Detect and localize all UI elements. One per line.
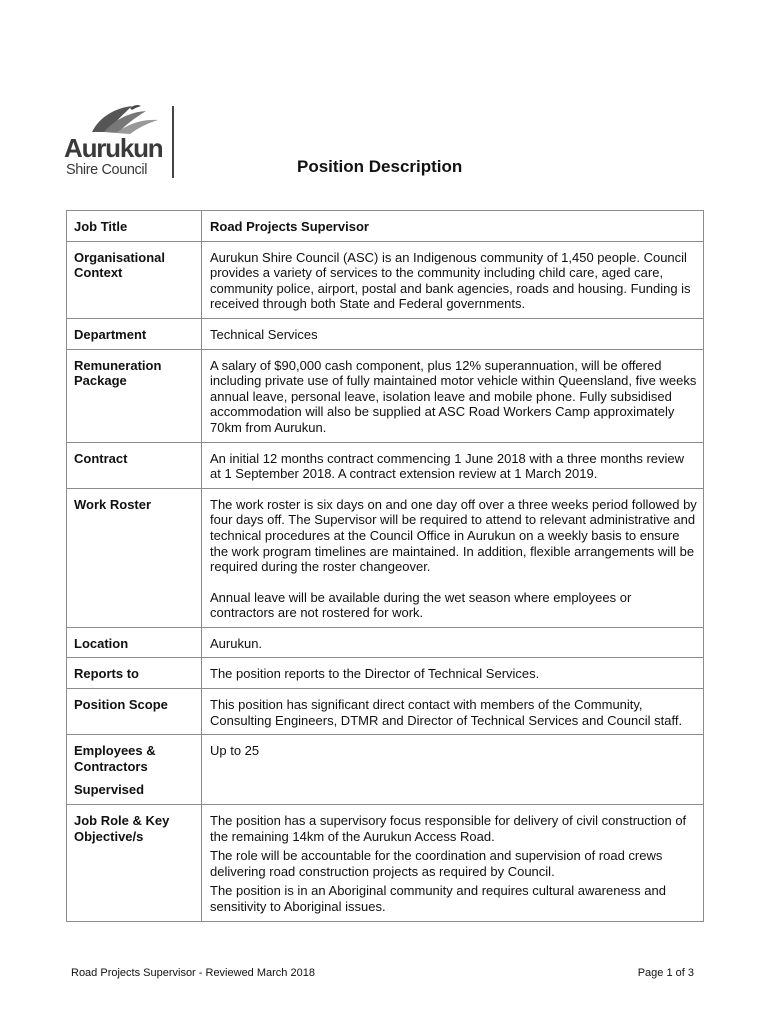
row-label-text: Remuneration Package	[74, 357, 162, 389]
row-value-paragraph: The position has a supervisory focus responsible for delivery of civil construction of the remaining 14km of the Aurukun Access Road.	[210, 813, 687, 844]
row-label-text: Department	[74, 326, 147, 342]
row-label	[67, 627, 202, 658]
row-value-paragraph: Up to 25	[210, 743, 260, 759]
logo-divider	[172, 106, 174, 178]
row-value	[202, 735, 704, 805]
row-value	[202, 241, 704, 318]
row-value	[202, 349, 704, 442]
row-label-text: Job Role & Key Objective/s	[74, 813, 170, 844]
table-row	[67, 627, 704, 658]
row-value-paragraph: This position has significant direct contact with members of the Community, Consulting Engineers, DTMR and Director of Technical Services and Council staff.	[210, 697, 683, 728]
table-row	[67, 689, 704, 735]
row-value-paragraph: The position reports to the Director of Technical Services.	[210, 666, 540, 682]
logo-subname: Shire Council	[66, 162, 148, 178]
row-value-paragraph: Annual leave will be available during the wet season where employees or contractors are not rostered for work.	[210, 589, 632, 621]
row-value	[202, 689, 704, 735]
row-value	[202, 627, 704, 658]
row-label-text: Contract	[74, 450, 128, 466]
row-label-text: Reports to	[74, 666, 139, 682]
council-logo	[62, 100, 182, 182]
footer-document-name: Road Projects Supervisor - Reviewed March 2018	[71, 967, 315, 979]
row-label	[67, 658, 202, 689]
row-value	[202, 488, 704, 627]
row-value-paragraph: The role will be accountable for the coordination and supervision of road crews delivering road construction projects as required by Council.	[210, 848, 663, 879]
logo-name: Aurukun	[64, 133, 163, 163]
row-value-paragraph: Road Projects Supervisor	[210, 219, 369, 234]
row-label	[67, 318, 202, 349]
row-label-text: Organisational Context	[74, 249, 166, 281]
row-label-text: Work Roster	[74, 496, 152, 512]
table-row	[67, 805, 704, 922]
row-label	[67, 805, 202, 922]
table-row	[67, 735, 704, 805]
table-row	[67, 658, 704, 689]
row-label-text: Employees & Contractors	[74, 743, 156, 774]
row-value-paragraph: The work roster is six days on and one day off over a three weeks period followed by four days off. The Supervisor will be required to attend to relevant administrative and technical procedures at the Council Office in Aurukun on a weekly basis to ensure the work program timelines are maintained. In addition, flexible arrangements will be required during the roster changeover.	[210, 496, 697, 575]
row-label	[67, 735, 202, 805]
row-label	[67, 241, 202, 318]
row-label	[67, 488, 202, 627]
row-value-paragraph: An initial 12 months contract commencing 1 June 2018 with a three months review at 1 September 2018. A contract extension review at 1 March 2019.	[210, 450, 685, 482]
position-description-table	[66, 210, 704, 922]
row-label-text: Job Title	[74, 219, 128, 234]
table-row	[67, 241, 704, 318]
footer-page-number: Page 1 of 3	[637, 967, 694, 979]
row-label	[67, 211, 202, 242]
row-value	[202, 211, 704, 242]
table-row	[67, 349, 704, 442]
row-value	[202, 318, 704, 349]
table-row	[67, 211, 704, 242]
row-value	[202, 442, 704, 488]
table-row	[67, 318, 704, 349]
row-value-paragraph: The position is in an Aboriginal community and requires cultural awareness and sensitivity to Aboriginal issues.	[210, 883, 666, 914]
row-value-paragraph: A salary of $90,000 cash component, plus 12% superannuation, will be offered including private use of fully maintained motor vehicle within Queensland, five weeks annual leave, personal leave, isolation leave and mobile phone. Fully subsidised accommodation will also be supplied at ASC Road Workers Camp approximately 70km from Aurukun.	[210, 357, 697, 435]
row-value-paragraph: Aurukun.	[210, 635, 263, 651]
row-value	[202, 658, 704, 689]
table-row	[67, 442, 704, 488]
table-row	[67, 488, 704, 627]
page-title: Position Description	[297, 157, 463, 176]
row-label-text-2: Supervised	[74, 782, 145, 798]
row-value-paragraph: Technical Services	[210, 326, 318, 342]
row-label-text: Location	[74, 635, 129, 651]
row-label	[67, 349, 202, 442]
row-value	[202, 805, 704, 922]
row-label	[67, 689, 202, 735]
row-value-paragraph: Aurukun Shire Council (ASC) is an Indigenous community of 1,450 people. Council provides a variety of services to the community including child care, aged care, community police, airport, postal and bank agencies, roads and housing. Funding is received through both State and Federal governments.	[210, 249, 691, 312]
row-label-text: Position Scope	[74, 697, 168, 713]
row-label	[67, 442, 202, 488]
